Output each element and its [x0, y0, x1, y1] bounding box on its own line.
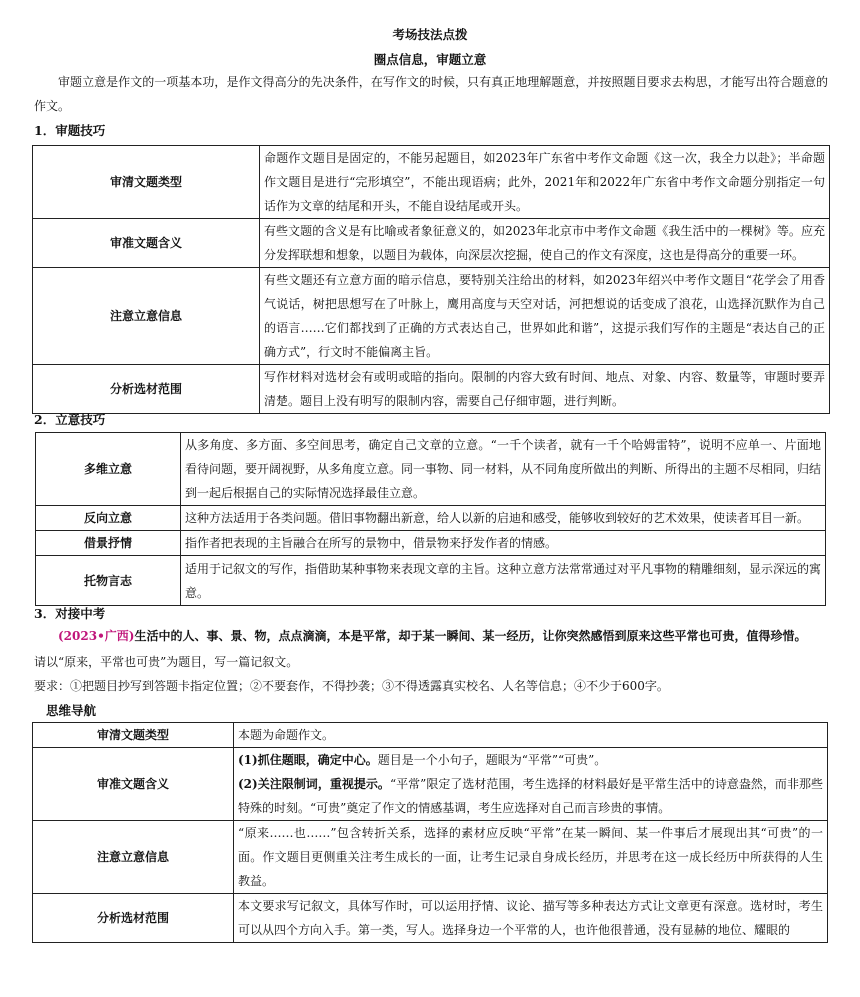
row-text: 有些文题还有立意方面的暗示信息，要特别关注给出的材料，如2023年绍兴中考作文题目“花学会了用香气说话，树把思想写在了叶脉上，鹰用高度与天空对话，河把想说的话变成了浪花，山选择沉默作为自己的语言……它们都找到了正确的方式表达自己，世界如此和谐”，这提示我们写作的主题是“表达自己的正确方式”，行文时不能偏离主旨。	[260, 268, 830, 365]
row-text: 本文要求写记叙文，具体写作时，可以运用抒情、议论、描写等多种表达方式让文章更有深意。选材时，考生可以从四个方向入手。第一类，写人。选择身边一个平常的人，也许他很普通，没有显赫的地位、耀眼的	[234, 894, 828, 943]
table-row	[33, 723, 828, 748]
row-label: 审准文题含义	[33, 748, 234, 821]
row-text: 指作者把表现的主旨融合在所写的景物中，借景物来抒发作者的情感。	[181, 531, 826, 556]
row-text: 写作材料对选材会有或明或暗的指向。限制的内容大致有时间、地点、对象、内容、数量等，审题时要弄清楚。题目上没有明写的限制内容，需要自己仔细审题，进行判断。	[260, 365, 830, 414]
row-text: 有些文题的含义是有比喻或者象征意义的，如2023年北京市中考作文命题《我生活中的一棵树》等。应充分发挥联想和想象，以题目为载体，向深层次挖掘，使自己的作文有深度，这也是得高分的重要一环。	[260, 219, 830, 268]
row-label: 注意立意信息	[33, 821, 234, 894]
table-row	[33, 748, 828, 821]
row-label: 审清文题类型	[33, 146, 260, 219]
thinking-nav-table	[32, 722, 828, 943]
row-text: 适用于记叙文的写作，指借助某种事物来表现文章的主旨。这种立意方法常常通过对平凡事物的精雕细刻，显示深远的寓意。	[181, 556, 826, 606]
point-1	[238, 748, 823, 772]
table-row	[33, 219, 830, 268]
row-label: 多维立意	[36, 433, 181, 506]
row-text: 从多角度、多方面、多空间思考，确定自己文章的立意。“一千个读者，就有一千个哈姆雷特”，说明不应单一、片面地看待问题，要开阔视野，从多角度立意。同一事物、同一材料，从不同角度所做出的判断、所得出的主题不尽相同，归结到一起后根据自己的实际情况选择最佳立意。	[181, 433, 826, 506]
row-label: 反向立意	[36, 506, 181, 531]
row-text: 本题为命题作文。	[234, 723, 828, 748]
exam-requirements: 要求：①把题目抄写到答题卡指定位置；②不要套作，不得抄袭；③不得透露真实校名、人名等信息；④不少于600字。	[34, 679, 669, 693]
thinking-nav-heading: 思维导航	[46, 703, 97, 718]
row-label: 分析选材范围	[33, 894, 234, 943]
point-1-text: 题目是一个小句子，题眼为“平常”“可贵”。	[377, 753, 607, 767]
point-1-lead: (1)抓住题眼，确定中心。	[238, 753, 378, 767]
exam-task: 请以“原来，平常也可贵”为题目，写一篇记叙文。	[34, 655, 299, 669]
table-row	[33, 268, 830, 365]
section-3-heading: 3．对接中考	[34, 606, 106, 621]
point-2-lead: (2)关注限制词，重视提示。	[238, 777, 390, 791]
intro-paragraph: 审题立意是作文的一项基本功，是作文得高分的先决条件，在写作文的时候，只有真正地理解题意，并按照题目要求去构思，才能写出符合题意的作文。	[34, 75, 828, 113]
table-row	[33, 894, 828, 943]
row-label: 借景抒情	[36, 531, 181, 556]
row-text: 这种方法适用于各类问题。借旧事物翻出新意，给人以新的启迪和感受，能够收到较好的艺术效果，使读者耳目一新。	[181, 506, 826, 531]
section-1-heading: 1．审题技巧	[34, 123, 106, 138]
concept-skills-table	[35, 432, 826, 606]
row-text	[234, 748, 828, 821]
row-label: 注意立意信息	[33, 268, 260, 365]
row-text: “原来……也……”包含转折关系，选择的素材应反映“平常”在某一瞬间、某一件事后才展现出其“可贵”的一面。作文题目更侧重关注考生成长的一面，让考生记录自身成长经历，并思考在这一成长经历中所获得的人生教益。	[234, 821, 828, 894]
table-row	[36, 531, 826, 556]
exam-prompt-text: 生活中的人、事、景、物，点点滴滴，本是平常，却于某一瞬间、某一经历，让你突然感悟到原来这些平常也可贵，值得珍惜。	[134, 629, 807, 643]
row-label: 审准文题含义	[33, 219, 260, 268]
section-2-heading: 2．立意技巧	[34, 412, 106, 427]
point-2	[238, 772, 823, 820]
row-label: 分析选材范围	[33, 365, 260, 414]
table-row	[36, 556, 826, 606]
point-2-text: “平常”限定了选材范围，考生选择的材料最好是平常生活中的诗意盎然，而非那些特殊的时刻。“可贵”奠定了作文的情感基调，考生应选择对自己而言珍贵的事情。	[238, 777, 823, 815]
row-label: 审清文题类型	[33, 723, 234, 748]
page-subtitle: 圈点信息，审题立意	[373, 52, 487, 67]
table-row	[33, 365, 830, 414]
table-row	[33, 146, 830, 219]
page-title: 考场技法点拨	[392, 27, 468, 42]
row-text: 命题作文题目是固定的，不能另起题目，如2023年广东省中考作文命题《这一次，我全力以赴》；半命题作文题目是进行“完形填空”，不能出现语病；此外，2021年和2022年广东省中考作文命题分别指定一句话作为文章的结尾和开头，不能自设结尾或开头。	[260, 146, 830, 219]
row-label: 托物言志	[36, 556, 181, 606]
table-row	[33, 821, 828, 894]
table-row	[36, 506, 826, 531]
review-skills-table	[32, 145, 830, 414]
exam-source: (2023•广西)	[58, 629, 135, 643]
exam-prompt	[34, 624, 828, 648]
table-row	[36, 433, 826, 506]
